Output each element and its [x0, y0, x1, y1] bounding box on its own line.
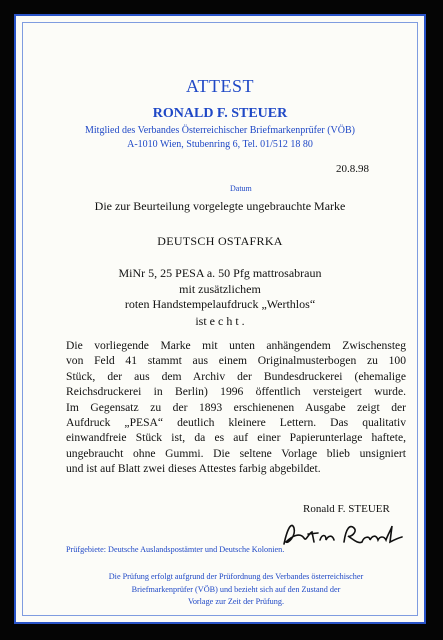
- stamp-description-line: mit zusätzlichem: [179, 282, 261, 296]
- body-line: Die vorliegende Marke mit unten anhängendem Zwischensteg: [66, 339, 406, 352]
- stamp-description-line: roten Handstempelaufdruck „Werthlos“: [124, 297, 316, 311]
- intro-line: Die zur Beurteilung vorgelegte ungebrauchte Marke: [94, 199, 346, 213]
- body-line: und ist auf Blatt zwei dieses Attestes farbig abgebildet.: [66, 462, 321, 476]
- body-line: von Feld 41 stammt aus einem Originalmusterbogen zu 100: [66, 354, 406, 368]
- examiner-name: RONALD F. STEUER: [152, 106, 288, 121]
- verdict-line: ist e c h t .: [195, 314, 245, 328]
- examination-scope: Prüfgebiete: Deutsche Auslandspostämter und Deutsche Kolonien.: [66, 545, 285, 554]
- certificate-sheet: [14, 14, 426, 624]
- certificate-title: ATTEST: [186, 76, 254, 96]
- body-line: Reichsdruckerei in Berlin) 1996 öffentlich versteigert wurde.: [66, 385, 406, 399]
- footer-note: [66, 571, 406, 609]
- certificate-date: 20.8.98: [336, 163, 369, 175]
- stamp-description-line: MiNr 5, 25 PESA a. 50 Pfg mattrosabraun: [118, 266, 322, 280]
- body-line: Im Gegensatz zu der 1893 erschienenen Ausgabe zeigt der: [66, 400, 406, 414]
- body-line: einwandfreie Stück ist, da es auf einer Papierunterlage haftete,: [66, 431, 406, 445]
- handwritten-signature: [278, 518, 408, 552]
- certificate-body: [66, 338, 406, 477]
- date-label: Datum: [230, 184, 252, 193]
- body-line: Aufdruck „PESA“ deutlich kleinere Lettern. Das qualitativ: [66, 416, 406, 430]
- country-heading: DEUTSCH OSTAFRKA: [157, 234, 283, 248]
- footer-line: Die Prüfung erfolgt aufgrund der Prüfordnung des Verbandes österreichischer: [108, 572, 364, 581]
- body-line: Stück, der aus dem Archiv der Bundesdruckerei (ehemalige: [66, 369, 406, 383]
- body-line: ungebraucht ohne Gummi. Die seltene Vorlage blieb unsigniert: [66, 446, 406, 460]
- address-line: A-1010 Wien, Stubenring 6, Tel. 01/512 18 80: [127, 139, 313, 150]
- footer-line: Briefmarkenprüfer (VÖB) und bezieht sich auf den Zustand der: [131, 584, 341, 594]
- association-line: Mitglied des Verbandes Österreichischer Briefmarkenprüfer (VÖB): [85, 125, 355, 136]
- signer-name: Ronald F. STEUER: [303, 503, 390, 515]
- footer-line: Vorlage zur Zeit der Prüfung.: [187, 597, 285, 606]
